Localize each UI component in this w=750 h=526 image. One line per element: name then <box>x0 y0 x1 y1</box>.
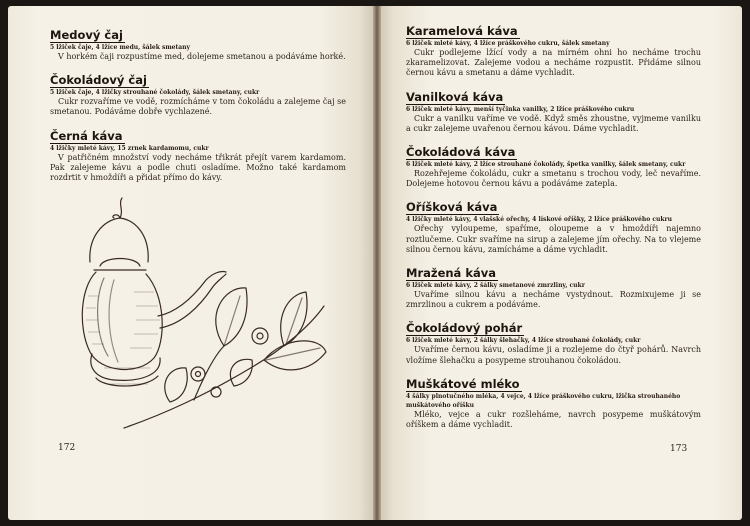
recipe-ingredients: 4 lžičky mleté kávy, 4 vlašské ořechy, 4 lískové oříšky, 2 lžíce práškového cukru <box>406 216 673 224</box>
recipe <box>50 24 346 62</box>
recipe <box>406 141 701 189</box>
recipe-text: Uvaříme černou kávu, osladíme ji a rozlejeme do čtyř pohárů. Navrch vložíme šlehačku a posypeme strouhanou čokoládou. <box>406 345 701 365</box>
left-recipes <box>50 24 346 190</box>
recipe-ingredients: 5 lžiček čaje, 4 lžičky strouhané čokolády, šálek smetany, cukr <box>50 89 260 97</box>
recipe-title: Čokoládový čaj <box>50 73 147 88</box>
recipe-title: Černá káva <box>50 128 123 143</box>
recipe <box>50 69 346 117</box>
book-gutter <box>373 6 381 520</box>
recipe <box>406 20 701 79</box>
recipe <box>406 262 701 310</box>
recipe-title: Mražená káva <box>406 266 496 281</box>
recipe-ingredients: 6 lžiček mleté kávy, 2 šálky smetanové zmrzliny, cukr <box>406 282 585 290</box>
recipe-ingredients: 6 lžiček mleté kávy, 2 šálky šlehačky, 4 lžíce strouhané čokolády, cukr <box>406 337 641 345</box>
recipe-ingredients: 4 lžičky mleté kávy, 15 zrnek kardamomu, cukr <box>50 144 209 152</box>
recipe <box>406 373 701 430</box>
page-number-left: 172 <box>58 443 76 453</box>
recipe <box>406 317 701 365</box>
recipe-title: Medový čaj <box>50 28 123 42</box>
recipe-text: Rozehřejeme čokoládu, cukr a smetanu s trochou vody, leč nevaříme. Dolejeme hotovou černou kávu a podáváme zatepla. <box>406 169 701 189</box>
recipe-text: Mléko, vejce a cukr rozšleháme, navrch posypeme muškátovým oříškem a dáme vychladit. <box>406 409 701 430</box>
recipe-text: Ořechy vyloupeme, spaříme, oloupeme a v hmoždíři najemno roztlučeme. Cukr svaříme na sirup a zalejeme jím ořechy. Na to vlejeme silnou černou kávu, zamícháme a dáme vychladit. <box>406 224 701 254</box>
recipe-ingredients: 4 šálky plnotučného mléka, 4 vejce, 4 lžíce práškového cukru, lžička strouhaného muškátového oříšku <box>406 392 681 409</box>
recipe-ingredients: 6 lžiček mleté kávy, 4 lžíce práškového cukru, šálek smetany <box>406 40 610 47</box>
recipe <box>50 125 346 184</box>
recipe-title: Vanilková káva <box>406 89 504 104</box>
recipe-text: Cukr podlejeme lžící vody a na mírném ohni ho necháme trochu zkaramelizovat. Zalejeme vodou a necháme rozpustit. Přidáme silnou černou kávu a smetanu a dáme vychladit. <box>406 48 701 78</box>
recipe-text: V patřičném množství vody necháme třikrát přejít varem kardamom. Pak zalejeme kávu a podle chuti osladíme. Možno také kardamom rozdrtit v hmoždíři a přidat přímo do kávy. <box>50 152 346 183</box>
recipe <box>406 86 701 134</box>
page-number-right: 173 <box>670 444 688 454</box>
teapot-illustration-icon <box>74 196 336 434</box>
recipe-text: Cukr rozvaříme ve vodě, rozmícháme v tom čokoládu a zalejeme čaj se smetanou. Podáváme dobře vychlazené. <box>50 97 346 117</box>
recipe-title: Čokoládový pohár <box>406 321 523 336</box>
recipe-ingredients: 6 lžiček mleté kávy, menší tyčinka vanilky, 2 lžíce práškového cukru <box>406 105 635 113</box>
recipe-text: V horkém čaji rozpustíme med, dolejeme smetanou a podáváme horké. <box>58 52 346 61</box>
recipe <box>406 196 701 255</box>
recipe-text: Uvaříme silnou kávu a necháme vystydnout. Rozmixujeme ji se zmrzlinou a cukrem a podáváme. <box>406 290 701 310</box>
right-recipes <box>406 20 701 437</box>
recipe-ingredients: 6 lžiček mleté kávy, 2 lžíce strouhané čokolády, špetka vanilky, šálek smetany, cukr <box>406 161 686 169</box>
recipe-title: Karamelová káva <box>406 24 518 38</box>
recipe-ingredients: 5 lžiček čaje, 4 lžíce medu, šálek smetany <box>50 44 191 51</box>
recipe-title: Oříšková káva <box>406 200 498 215</box>
recipe-title: Muškátové mléko <box>406 376 520 391</box>
recipe-title: Čokoládová káva <box>406 145 516 160</box>
recipe-text: Cukr a vanilku vaříme ve vodě. Když směs zhoustne, vyjmeme vanilku a cukr zalejeme uvařenou černou kávou. Dáme vychladit. <box>406 113 701 133</box>
